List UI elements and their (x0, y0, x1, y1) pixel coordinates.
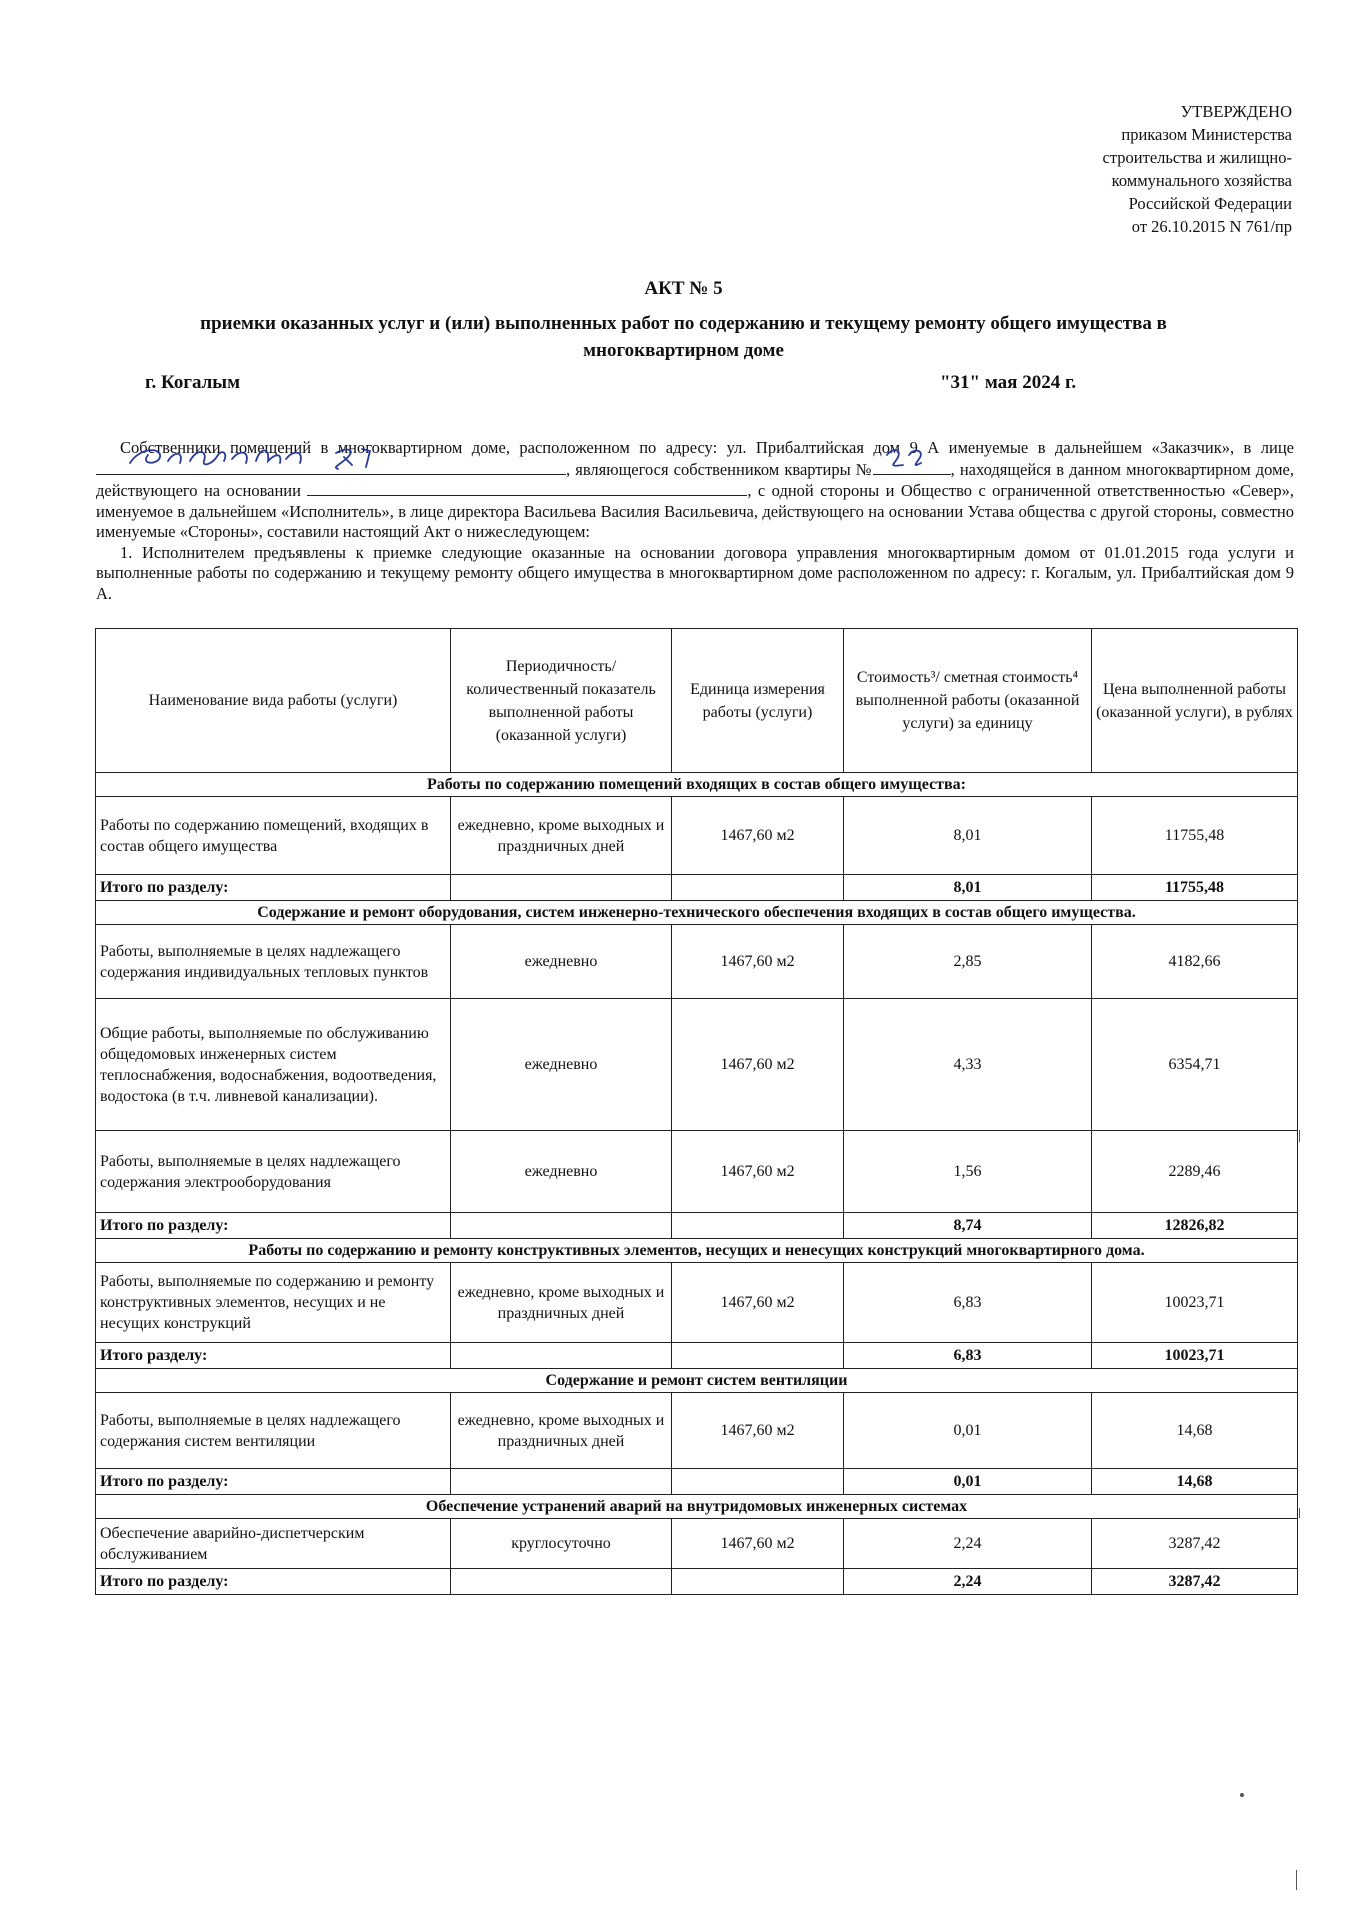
act-date: "31" мая 2024 г. (940, 372, 1077, 393)
intro-text-a: Собственники помещений в многоквартирном доме, расположенном по адресу: ул. Прибалтийская дом 9 А именуемые в дальнейшем «Заказчик», в лице (120, 438, 1294, 457)
section-title: Содержание и ремонт систем вентиляции (96, 1369, 1298, 1393)
table-row (96, 797, 1298, 875)
total-label: Итого по разделу: (96, 875, 451, 901)
cell-cost: 2,85 (844, 925, 1092, 999)
col-header-name: Наименование вида работы (услуги) (96, 629, 451, 773)
cell-cost: 4,33 (844, 999, 1092, 1131)
cell-unit: 1467,60 м2 (672, 925, 844, 999)
col-header-unit: Единица измерения работы (услуги) (672, 629, 844, 773)
cell-unit: 1467,60 м2 (672, 999, 844, 1131)
cell-period: ежедневно, кроме выходных и праздничных дней (451, 1393, 672, 1469)
intro-text-d: , с одной стороны и Общество с ограниченной ответственностью «Север», именуемое в дальнейшем «Исполнитель», в лице директора Васильева Василия Васильевича, действующего на основании Устава общества с другой стороны, совместно именуемые «Стороны», составили настоящий Акт о нижеследующем: (96, 481, 1294, 541)
city: г. Когалым (145, 372, 241, 393)
cell-cost: 8,01 (844, 797, 1092, 875)
approval-line: УТВЕРЖДЕНО (1180, 102, 1292, 121)
cell-unit: 1467,60 м2 (672, 797, 844, 875)
apartment-number-field (873, 459, 951, 475)
cell-period: ежедневно, кроме выходных и праздничных дней (451, 1263, 672, 1343)
cell-period: круглосуточно (451, 1519, 672, 1569)
table-row (96, 1131, 1298, 1213)
cell-period: ежедневно (451, 999, 672, 1131)
total-cost: 0,01 (844, 1469, 1092, 1495)
total-row (96, 1343, 1298, 1369)
cell-unit: 1467,60 м2 (672, 1519, 844, 1569)
cell-period: ежедневно (451, 1131, 672, 1213)
total-row (96, 875, 1298, 901)
col-header-cost: Стоимость³/ сметная стоимость⁴ выполненной работы (оказанной услуги) за единицу (844, 629, 1092, 773)
total-empty-cell (672, 1343, 844, 1369)
cell-cost: 6,83 (844, 1263, 1092, 1343)
table-row (96, 1519, 1298, 1569)
basis-field (307, 480, 747, 496)
cell-name: Работы, выполняемые в целях надлежащего содержания электрооборудования (96, 1131, 451, 1213)
section-header-row (96, 1369, 1298, 1393)
total-cost: 6,83 (844, 1343, 1092, 1369)
scan-mark (1299, 1130, 1300, 1142)
total-empty-cell (451, 1469, 672, 1495)
cell-price: 14,68 (1092, 1393, 1298, 1469)
approval-block (962, 100, 1292, 238)
total-empty-cell (451, 1343, 672, 1369)
total-label: Итого по разделу: (96, 1469, 451, 1495)
total-row (96, 1569, 1298, 1595)
cell-price: 10023,71 (1092, 1263, 1298, 1343)
table-row (96, 999, 1298, 1131)
total-empty-cell (451, 1569, 672, 1595)
scan-mark (1299, 1508, 1300, 1518)
cell-price: 4182,66 (1092, 925, 1298, 999)
total-label: Итого разделу: (96, 1343, 451, 1369)
owner-name-field (96, 459, 566, 475)
cell-unit: 1467,60 м2 (672, 1263, 844, 1343)
col-header-period: Периодичность/ количественный показатель выполненной работы (оказанной услуги) (451, 629, 672, 773)
cell-name: Работы, выполняемые в целях надлежащего содержания систем вентиляции (96, 1393, 451, 1469)
total-empty-cell (672, 1213, 844, 1239)
cell-unit: 1467,60 м2 (672, 1131, 844, 1213)
total-row (96, 1213, 1298, 1239)
cell-name: Работы, выполняемые в целях надлежащего содержания индивидуальных тепловых пунктов (96, 925, 451, 999)
approval-line: коммунального хозяйства (1111, 171, 1292, 190)
cell-period: ежедневно (451, 925, 672, 999)
cell-price: 3287,42 (1092, 1519, 1298, 1569)
cell-cost: 0,01 (844, 1393, 1092, 1469)
total-cost: 8,74 (844, 1213, 1092, 1239)
col-header-price: Цена выполненной работы (оказанной услуги), в рублях (1092, 629, 1298, 773)
cell-name: Общие работы, выполняемые по обслуживанию общедомовых инженерных систем теплоснабжения, водоснабжения, водоотведения, водостока (в т.ч. ливневой канализации). (96, 999, 451, 1131)
approval-line: от 26.10.2015 N 761/пр (1131, 217, 1292, 236)
scan-dot (1240, 1793, 1244, 1797)
total-empty-cell (672, 875, 844, 901)
section-header-row (96, 1495, 1298, 1519)
total-price: 12826,82 (1092, 1213, 1298, 1239)
total-cost: 2,24 (844, 1569, 1092, 1595)
table-row (96, 1393, 1298, 1469)
total-empty-cell (672, 1469, 844, 1495)
cell-cost: 1,56 (844, 1131, 1092, 1213)
cell-name: Работы, выполняемые по содержанию и ремонту конструктивных элементов, несущих и не несущих конструкций (96, 1263, 451, 1343)
approval-line: Российской Федерации (1128, 194, 1292, 213)
intro-paragraph-1 (96, 438, 1294, 543)
table-row (96, 1263, 1298, 1343)
cell-price: 6354,71 (1092, 999, 1298, 1131)
handwritten-owner-name (100, 443, 430, 473)
intro-text (96, 438, 1294, 604)
total-cost: 8,01 (844, 875, 1092, 901)
section-title: Работы по содержанию помещений входящих в состав общего имущества: (96, 773, 1298, 797)
section-title: Обеспечение устранений аварий на внутридомовых инженерных системах (96, 1495, 1298, 1519)
total-empty-cell (672, 1569, 844, 1595)
cell-name: Работы по содержанию помещений, входящих в состав общего имущества (96, 797, 451, 875)
cell-unit: 1467,60 м2 (672, 1393, 844, 1469)
cell-cost: 2,24 (844, 1519, 1092, 1569)
total-price: 10023,71 (1092, 1343, 1298, 1369)
section-title: Содержание и ремонт оборудования, систем инженерно-технического обеспечения входящих в состав общего имущества. (96, 901, 1298, 925)
total-price: 11755,48 (1092, 875, 1298, 901)
cell-period: ежедневно, кроме выходных и праздничных дней (451, 797, 672, 875)
total-label: Итого по разделу: (96, 1213, 451, 1239)
section-header-row (96, 1239, 1298, 1263)
total-empty-cell (451, 875, 672, 901)
total-empty-cell (451, 1213, 672, 1239)
cell-price: 2289,46 (1092, 1131, 1298, 1213)
total-row (96, 1469, 1298, 1495)
section-header-row (96, 773, 1298, 797)
total-price: 3287,42 (1092, 1569, 1298, 1595)
total-label: Итого по разделу: (96, 1569, 451, 1595)
scan-mark (1296, 1870, 1297, 1890)
intro-paragraph-2: 1. Исполнителем предъявлены к приемке следующие оказанные на основании договора управления многоквартирным домом от 01.01.2015 года услуги и выполненные работы по содержанию и текущему ремонту общего имущества в многоквартирном доме расположенном по адресу: г. Когалым, ул. Прибалтийская дом 9 А. (96, 542, 1294, 603)
cell-name: Обеспечение аварийно-диспетчерским обслуживанием (96, 1519, 451, 1569)
section-header-row (96, 901, 1298, 925)
act-title: АКТ № 5 (644, 278, 723, 299)
intro-text-c: , находящейся в данном многоквартирном доме, действующего на основании (96, 459, 1294, 500)
act-subtitle: приемки оказанных услуг и (или) выполненных работ по содержанию и текущему ремонту общего имущества в многоквартирном доме (200, 313, 1167, 361)
approval-line: приказом Министерства (1121, 125, 1292, 144)
table-header-row (96, 629, 1298, 773)
total-price: 14,68 (1092, 1469, 1298, 1495)
services-table (95, 628, 1298, 1595)
intro-text-b: , являющегося собственником квартиры № (566, 459, 873, 479)
table-row (96, 925, 1298, 999)
handwritten-apartment-number (877, 443, 937, 473)
approval-line: строительства и жилищно- (1102, 148, 1292, 167)
section-title: Работы по содержанию и ремонту конструктивных элементов, несущих и ненесущих конструкций многоквартирного дома. (96, 1239, 1298, 1263)
cell-price: 11755,48 (1092, 797, 1298, 875)
